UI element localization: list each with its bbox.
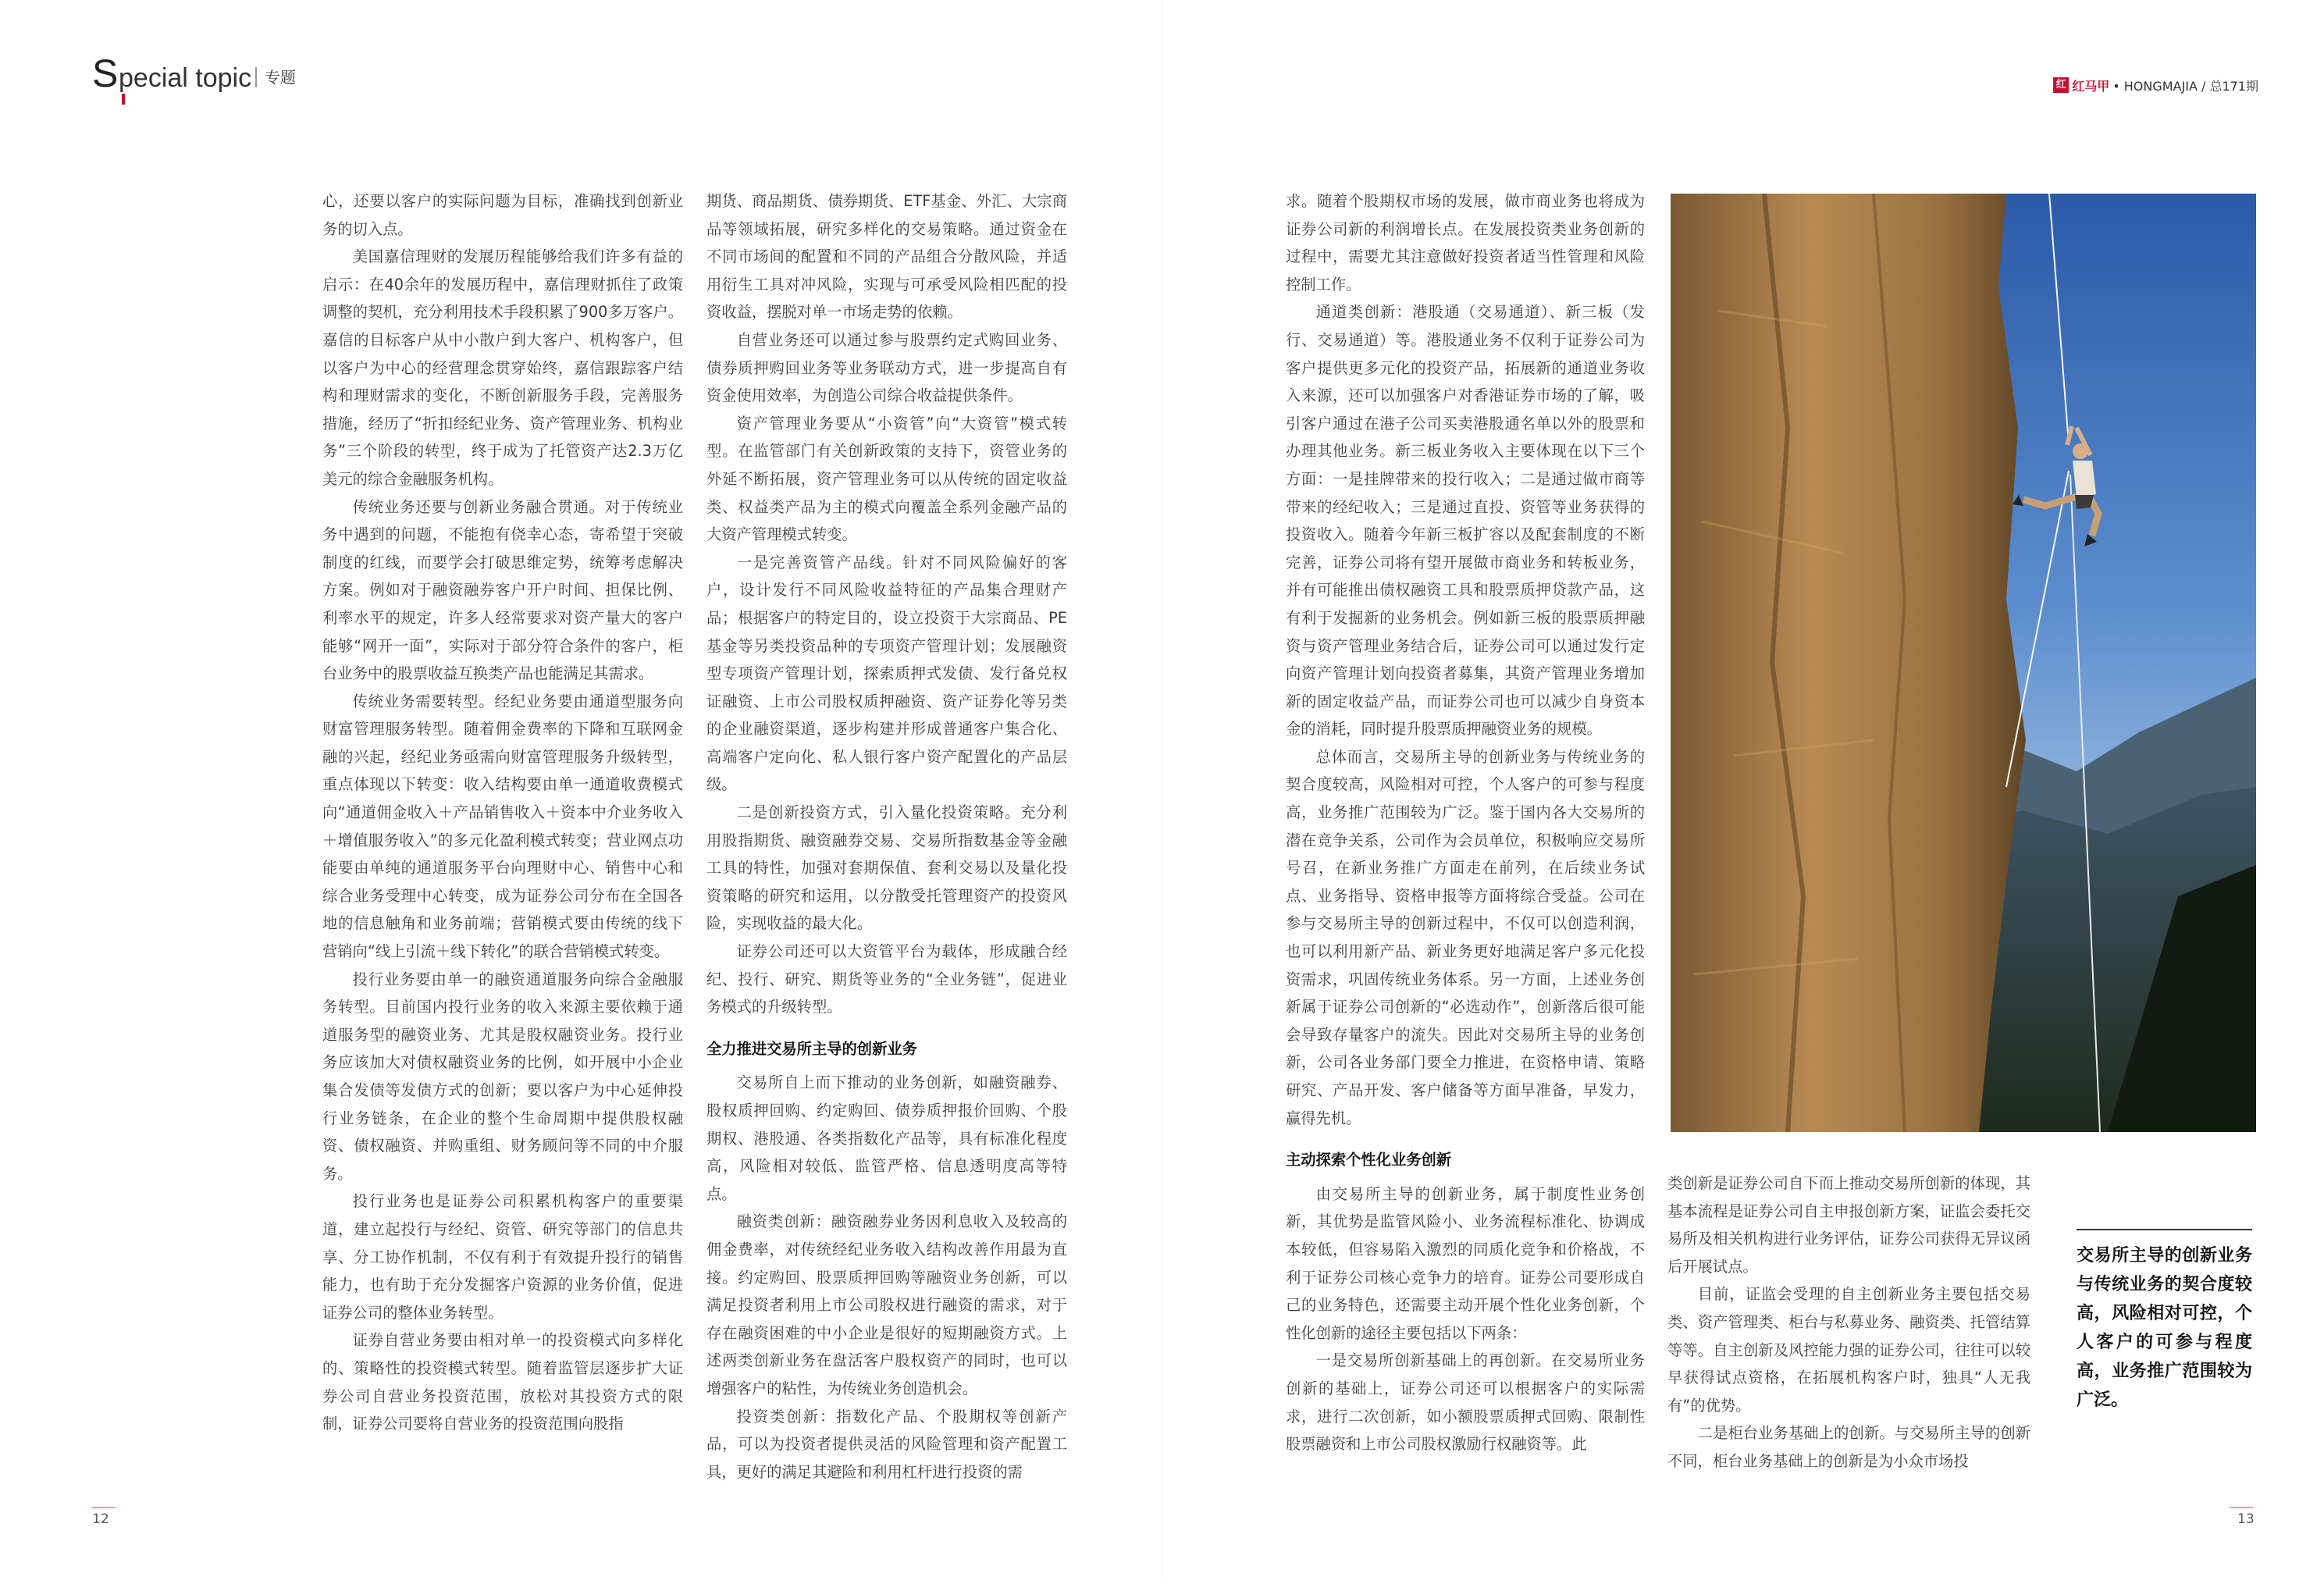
paragraph: 证券自营业务要由相对单一的投资模式向多样化的、策略性的投资模式转型。随着监管层逐步扩大证券公司自营业务投资范围，放松对其投资方式的限制，证券公司要将自营业务的投资范围向股指 [322, 1331, 683, 1433]
paragraph: 证券公司还可以大资管平台为载体，形成融合经纪、投行、研究、期货等业务的“全业务链”，促进业务模式的升级转型。 [706, 942, 1067, 1016]
paragraph: 目前，证监会受理的自主创新业务主要包括交易类、资产管理类、柜台与私募业务、融资类、托管结算等等。自主创新及风控能力强的证券公司，往往可以较早获得试点资格，在拓展机构客户时，独具“人无我有”的优势。 [1667, 1285, 2030, 1415]
paragraph: 投行业务也是证券公司积累机构客户的重要渠道，建立起投行与经纪、资管、研究等部门的信息共享、分工协作机制，不仅有利于有效提升投行的销售能力，也有助于充分发掘客户资源的业务价值，促进证券公司的整体业务转型。 [322, 1192, 683, 1322]
issue-number: • HONGMAJIA / 总171期 [2112, 78, 2258, 94]
pull-quote: 交易所主导的创新业务与传统业务的契合度较高，风险相对可控，个人客户的可参与程度高，业务推广范围较为广泛。 [2077, 1229, 2252, 1415]
topic-initial: S [92, 52, 119, 95]
paragraph: 交易所自上而下推动的业务创新，如融资融券、股权质押回购、约定购回、债券质押报价回购、个股期权、港股通、各类指数化产品等，具有标准化程度高，风险相对较低、监管严格、信息透明度高等特点。 [706, 1073, 1067, 1203]
page-number-mark-left [92, 1507, 116, 1508]
paragraph: 融资类创新：融资融券业务因利息收入及较高的佣金费率，对传统经纪业务收入结构改善作用最为直接。约定购回、股票质押回购等融资业务创新，可以满足投资者利用上市公司股权进行融资的需求，对于存在融资困难的中小企业是很好的短期融资方式。上述两类创新业务在盘活客户股权资产的同时，也可以增强客户的粘性，为传统业务创造机会。 [706, 1212, 1067, 1397]
page-number-right: 13 [2237, 1511, 2255, 1527]
text-column-1 [322, 187, 683, 1438]
magazine-masthead [2053, 76, 2258, 94]
topic-title: pecial topic [119, 63, 252, 93]
paragraph: 总体而言，交易所主导的创新业务与传统业务的契合度较高，风险相对可控，个人客户的可参与程度高，业务推广范围较为广泛。鉴于国内各大交易所的潜在竞争关系，公司作为会员单位，积极响应交易所号召，在新业务推广方面走在前列，在后续业务试点、业务指导、资格申报等方面将综合受益。公司在参与交易所主导的创新过程中，不仅可以创造利润，也可以利用新产品、新业务更好地满足客户多元化投资需求，巩固传统业务体系。另一方面，上述业务创新属于证券公司创新的“必选动作”，创新落后很可能会导致存量客户的流失。因此对交易所主导的业务创新，公司各业务部门要全力推进，在资格申请、策略研究、产品开发、客户储备等方面早准备，早发力，赢得先机。 [1286, 747, 1645, 1127]
page-number-left: 12 [92, 1511, 109, 1527]
climbing-cliff-image [1671, 194, 2256, 1132]
paragraph: 二是创新投资方式，引入量化投资策略。充分利用股指期货、融资融券交易、交易所指数基金等金融工具的特性，加强对套期保值、套利交易以及量化投资策略的研究和运用，以分散受托管理资产的投资风险，实现收益的最大化。 [706, 803, 1067, 933]
section-heading: 主动探索个性化业务创新 [1286, 1151, 1452, 1169]
logo-icon: 红 [2053, 77, 2069, 93]
paragraph: 投资类创新：指数化产品、个股期权等创新产品，可以为投资者提供灵活的风险管理和资产配置工具，更好的满足其避险和利用杠杆进行投资的需 [706, 1407, 1067, 1481]
text-column-3 [1286, 187, 1645, 1458]
paragraph: 由交易所主导的创新业务，属于制度性业务创新，其优势是监管风险小、业务流程标准化、协调成本较低，但容易陷入激烈的同质化竞争和价格战，不利于证券公司核心竞争力的培育。证券公司要形成自己的业务特色，还需要主动开展个性化业务创新，个性化创新的途径主要包括以下两条： [1286, 1184, 1645, 1342]
paragraph: 心，还要以客户的实际问题为目标，准确找到创新业务的切入点。 [322, 192, 683, 238]
topic-chinese: 专题 [265, 68, 296, 87]
paragraph: 传统业务需要转型。经纪业务要由通道型服务向财富管理服务转型。随着佣金费率的下降和互联网金融的兴起，经纪业务亟需向财富管理服务升级转型，重点体现以下转变：收入结构要由单一通道收费模式向“通道佣金收入＋产品销售收入＋资本中介业务收入＋增值服务收入”的多元化盈利模式转变；营业网点功能要由单纯的通道服务平台向理财中心、销售中心和综合业务受理中心转变，成为证券公司分布在全国各地的信息触角和业务前端；营销模式要由传统的线下营销向“线上引流＋线下转化”的联合营销模式转变。 [322, 692, 683, 961]
topic-divider [255, 67, 257, 87]
paragraph: 通道类创新：港股通（交易通道）、新三板（发行、交易通道）等。港股通业务不仅利于证券公司为客户提供更多元化的投资产品，拓展新的通道业务收入来源，还可以加强客户对香港证券市场的了解，吸引客户通过在港子公司买卖港股通名单以外的股票和办理其他业务。新三板业务收入主要体现在以下三个方面：一是挂牌带来的投行收入；二是通过做市商等带来的经纪收入；三是通过直投、资管等业务获得的投资收入。随着今年新三板扩容以及配套制度的不断完善，证券公司将有望开展做市商业务和转板业务，并有可能推出债权融资工具和股票质押贷款产品，这有利于发掘新的业务机会。例如新三板的股票质押融资与资产管理业务结合后，证券公司可以通过发行定向资产管理计划向投资者募集，其资产管理业务增加新的固定收益产品，而证券公司也可以减少自身资本金的消耗，同时提升股票质押融资业务的规模。 [1286, 303, 1645, 739]
paragraph: 投行业务要由单一的融资通道服务向综合金融服务转型。目前国内投行业务的收入来源主要依赖于通道服务型的融资业务、尤其是股权融资业务。投行业务应该加大对债权融资业务的比例，如开展中小企业集合发债等发债方式的创新；要以客户为中心延伸投行业务链条，在企业的整个生命周期中提供股权融资、债权融资、并购重组、财务顾问等不同的中介服务。 [322, 970, 683, 1183]
text-column-2 [706, 187, 1067, 1486]
page-number-mark-right [2230, 1507, 2253, 1508]
paragraph: 美国嘉信理财的发展历程能够给我们许多有益的启示：在40余年的发展历程中，嘉信理财抓住了政策调整的契机，充分利用技术手段积累了900多万客户。嘉信的目标客户从中小散户到大客户、机构客户，但以客户为中心的经营理念贯穿始终，嘉信跟踪客户结构和理财需求的变化，不断创新服务手段，完善服务措施，经历了“折扣经纪业务、资产管理业务、机构业务”三个阶段的转型，终于成为了托管资产达2.3万亿美元的综合金融服务机构。 [322, 247, 683, 488]
paragraph: 一是完善资管产品线。针对不同风险偏好的客户，设计发行不同风险收益特征的产品集合理财产品；根据客户的特定目的，设立投资于大宗商品、PE基金等另类投资品种的专项资产管理计划；发展融资型专项资产管理计划，探索质押式发债、发行备兑权证融资、上市公司股权质押融资、资产证券化等另类的企业融资渠道，逐步构建并形成普通客户集合化、高端客户定向化、私人银行客户资产配置化的产品层级。 [706, 553, 1067, 794]
text-column-4 [1667, 1169, 2030, 1476]
paragraph: 二是柜台业务基础上的创新。与交易所主导的创新不同，柜台业务基础上的创新是为小众市场投 [1667, 1424, 2030, 1470]
climber-photo [1671, 194, 2256, 1132]
section-heading: 全力推进交易所主导的创新业务 [706, 1039, 917, 1058]
paragraph: 自营业务还可以通过参与股票约定式购回业务、债券质押购回业务等业务联动方式，进一步提高自有资金使用效率，为创造公司综合收益提供条件。 [706, 330, 1067, 405]
topic-accent-bar [122, 94, 125, 105]
paragraph: 类创新是证券公司自下而上推动交易所创新的体现，其基本流程是证券公司自主申报创新方案，证监会委托交易所及相关机构进行业务评估，证券公司获得无异议函后开展试点。 [1667, 1174, 2030, 1276]
paragraph: 求。随着个股期权市场的发展，做市商业务也将成为证券公司新的利润增长点。在发展投资类业务创新的过程中，需要尤其注意做好投资者适当性管理和风险控制工作。 [1286, 192, 1645, 294]
paragraph: 资产管理业务要从“小资管”向“大资管”模式转型。在监管部门有关创新政策的支持下，资管业务的外延不断拓展，资产管理业务可以从传统的固定收益类、权益类产品为主的模式向覆盖全系列金融产品的大资产管理模式转变。 [706, 414, 1067, 544]
paragraph: 传统业务还要与创新业务融合贯通。对于传统业务中遇到的问题，不能抱有侥幸心态，寄希望于突破制度的红线，而要学会打破思维定势，统筹考虑解决方案。例如对于融资融券客户开户时间、担保比例、利率水平的规定，许多人经常要求对资产量大的客户能够“网开一面”，实际对于部分符合条件的客户，柜台业务中的股票收益互换类产品也能满足其需求。 [322, 497, 683, 683]
magazine-name: 红马甲 [2072, 78, 2110, 94]
paragraph: 期货、商品期货、债券期货、ETF基金、外汇、大宗商品等领域拓展，研究多样化的交易策略。通过资金在不同市场间的配置和不同的产品组合分散风险，并适用衍生工具对冲风险，实现与可承受风险相匹配的投资收益，摆脱对单一市场走势的依赖。 [706, 192, 1067, 322]
paragraph: 一是交易所创新基础上的再创新。在交易所业务创新的基础上，证券公司还可以根据客户的实际需求，进行二次创新，如小额股票质押式回购、限制性股票融资和上市公司股权激励行权融资等。此 [1286, 1351, 1645, 1454]
